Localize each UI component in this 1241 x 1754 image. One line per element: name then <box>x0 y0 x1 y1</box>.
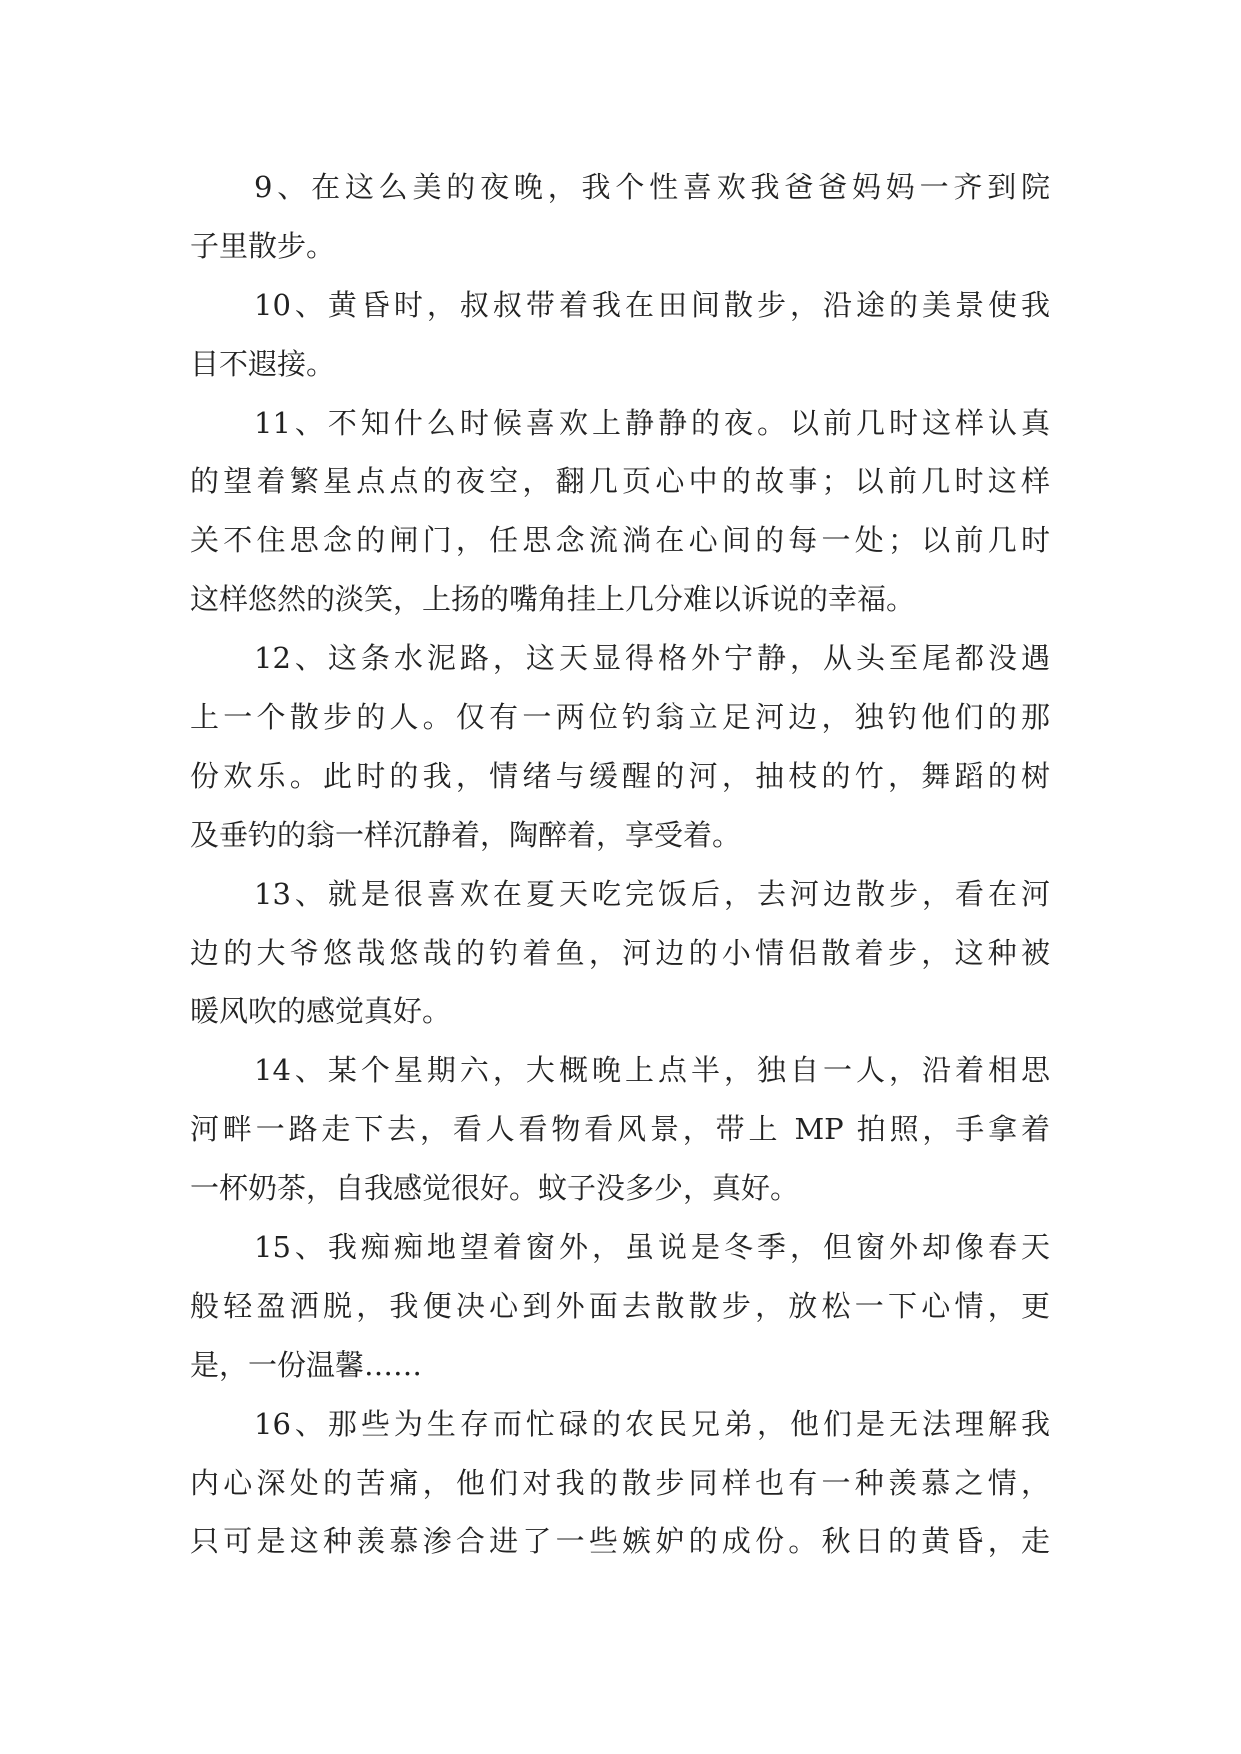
text-line: 暖风吹的感觉真好。 <box>190 994 452 1029</box>
text-line: 内心深处的苦痛，他们对我的散步同样也有一种羡慕之情， <box>190 1465 1050 1500</box>
text-line: 河畔一路走下去，看人看物看风景，带上 MP 拍照，手拿着 <box>190 1112 1050 1147</box>
paragraph-14 <box>190 1041 1050 1218</box>
text-line: 目不遐接。 <box>190 346 336 381</box>
text-line: 13、就是很喜欢在夏天吃完饭后，去河边散步，看在河 <box>254 876 1050 911</box>
paragraph-13 <box>190 865 1050 1042</box>
text-line: 一杯奶茶，自我感觉很好。蚊子没多少，真好。 <box>190 1171 800 1206</box>
text-line: 这样悠然的淡笑，上扬的嘴角挂上几分难以诉说的幸福。 <box>190 582 916 617</box>
text-line: 般轻盈洒脱，我便决心到外面去散散步，放松一下心情，更 <box>190 1288 1050 1323</box>
text-line: 上一个散步的人。仅有一两位钓翁立足河边，独钓他们的那 <box>190 700 1050 735</box>
text-line: 是，一份温馨…… <box>190 1347 423 1382</box>
text-line: 11、不知什么时候喜欢上静静的夜。以前几时这样认真 <box>254 405 1050 440</box>
paragraph-9 <box>190 158 1050 276</box>
paragraph-12 <box>190 629 1050 865</box>
text-line: 份欢乐。此时的我，情绪与缓醒的河，抽枝的竹，舞蹈的树 <box>190 758 1050 793</box>
text-line: 12、这条水泥路，这天显得格外宁静，从头至尾都没遇 <box>254 641 1050 676</box>
paragraph-10 <box>190 276 1050 394</box>
text-line: 只可是这种羡慕渗合进了一些嫉妒的成份。秋日的黄昏，走 <box>190 1524 1050 1559</box>
text-line: 子里散步。 <box>190 228 336 263</box>
text-line: 边的大爷悠哉悠哉的钓着鱼，河边的小情侣散着步，这种被 <box>190 935 1050 970</box>
text-line: 及垂钓的翁一样沉静着，陶醉着，享受着。 <box>190 817 742 852</box>
paragraph-16 <box>190 1395 1050 1572</box>
text-line: 关不住思念的闸门，任思念流淌在心间的每一处；以前几时 <box>190 523 1050 558</box>
text-line: 的望着繁星点点的夜空，翻几页心中的故事；以前几时这样 <box>190 464 1050 499</box>
text-line: 10、黄昏时，叔叔带着我在田间散步，沿途的美景使我 <box>254 287 1050 322</box>
text-line: 16、那些为生存而忙碌的农民兄弟，他们是无法理解我 <box>254 1406 1050 1441</box>
text-line: 14、某个星期六，大概晚上点半，独自一人，沿着相思 <box>254 1053 1050 1088</box>
document-page <box>190 158 1050 1571</box>
text-line: 15、我痴痴地望着窗外，虽说是冬季，但窗外却像春天 <box>254 1230 1050 1265</box>
paragraph-11 <box>190 394 1050 630</box>
paragraph-15 <box>190 1218 1050 1395</box>
text-line: 9、在这么美的夜晚，我个性喜欢我爸爸妈妈一齐到院 <box>254 170 1050 204</box>
